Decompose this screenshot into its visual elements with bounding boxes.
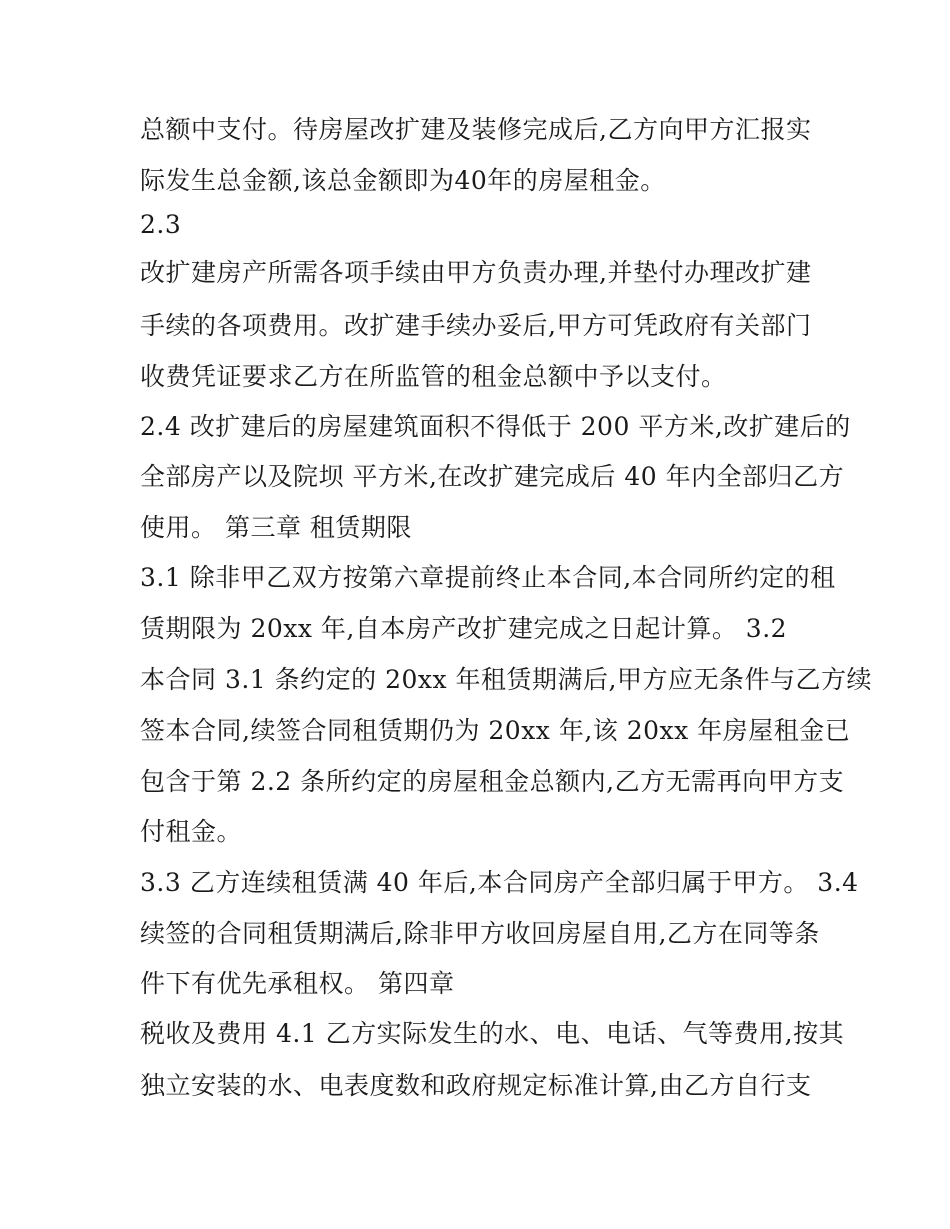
text-line-16: 3.3 乙方连续租赁满 40 年后,本合同房产全部归属于甲方。 3.4 — [140, 868, 859, 897]
text-line-17: 续签的合同租赁期满后,除非甲方收回房屋自用,乙方在同等条 — [140, 919, 820, 948]
text-line-14: 包含于第 2.2 条所约定的房屋租金总额内,乙方无需再向甲方支 — [140, 767, 845, 796]
text-line-15: 付租金。 — [140, 817, 243, 846]
text-line-13: 签本合同,续签合同租赁期仍为 20xx 年,该 20xx 年房屋租金已 — [140, 716, 851, 745]
text-line-18: 件下有优先承租权。 第四章 — [140, 969, 455, 998]
text-line-5: 手续的各项费用。改扩建手续办妥后,甲方可凭政府有关部门 — [140, 311, 812, 340]
text-line-6: 收费凭证要求乙方在所监管的租金总额中予以支付。 — [140, 362, 727, 391]
text-line-12: 本合同 3.1 条约定的 20xx 年租赁期满后,甲方应无条件与乙方续 — [140, 665, 873, 694]
text-line-7: 2.4 改扩建后的房屋建筑面积不得低于 200 平方米,改扩建后的 — [140, 412, 851, 441]
text-line-8: 全部房产以及院坝 平方米,在改扩建完成后 40 年内全部归乙方 — [140, 462, 845, 491]
section-number-2-3: 2.3 — [140, 210, 182, 239]
text-line-11: 赁期限为 20xx 年,自本房产改扩建完成之日起计算。 3.2 — [140, 614, 788, 643]
text-line-4: 改扩建房产所需各项手续由甲方负责办理,并垫付办理改扩建 — [140, 258, 812, 287]
text-line-10: 3.1 除非甲乙双方按第六章提前终止本合同,本合同所约定的租 — [140, 563, 836, 592]
text-line-2: 际发生总金额,该总金额即为40年的房屋租金。 — [140, 166, 666, 195]
text-line-9: 使用。 第三章 租赁期限 — [140, 513, 412, 542]
text-line-19: 税收及费用 4.1 乙方实际发生的水、电、电话、气等费用,按其 — [140, 1019, 845, 1048]
text-line-20: 独立安装的水、电表度数和政府规定标准计算,由乙方自行支 — [140, 1071, 812, 1100]
text-line-1: 总额中支付。待房屋改扩建及装修完成后,乙方向甲方汇报实 — [140, 115, 812, 144]
